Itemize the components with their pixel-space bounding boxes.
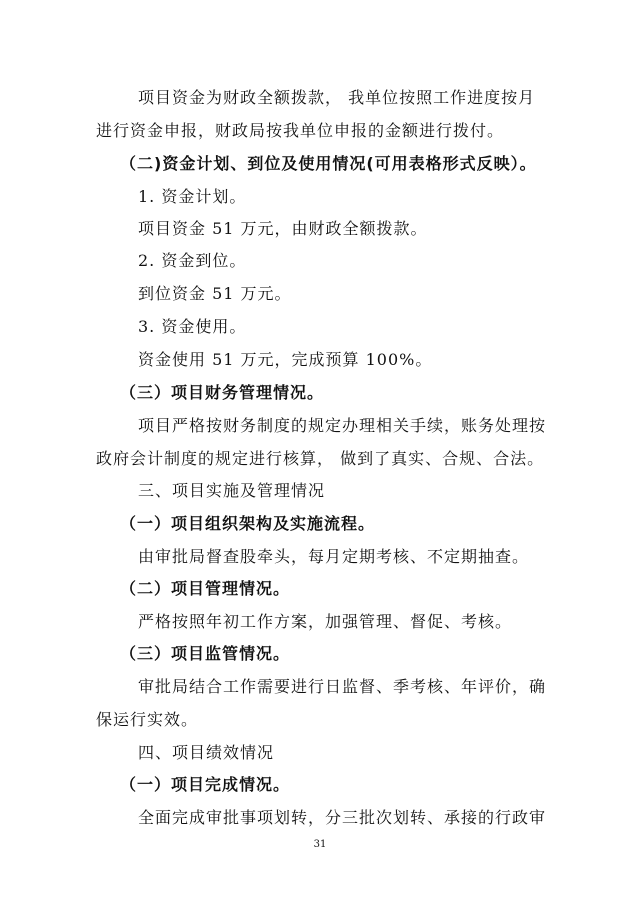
chapter-heading: 三、项目实施及管理情况 — [138, 481, 326, 500]
paragraph-line: 项目资金 51 万元，由财政全额拨款。 — [138, 219, 428, 238]
list-item-heading: 3. 资金使用。 — [138, 317, 247, 336]
paragraph-line: 政府会计制度的规定进行核算， 做到了真实、合规、合法。 — [96, 449, 545, 468]
paragraph-line: 由审批局督查股牵头，每月定期考核、不定期抽查。 — [138, 547, 530, 566]
list-item-heading: 2. 资金到位。 — [138, 251, 247, 270]
paragraph-line: 资金使用 51 万元，完成预算 100%。 — [138, 350, 433, 369]
paragraph-line: 严格按照年初工作方案，加强管理、督促、考核。 — [138, 612, 513, 631]
section-heading: （三）项目监管情况。 — [120, 644, 291, 663]
section-heading: （二)资金计划、到位及使用情况(可用表格形式反映）。 — [120, 154, 537, 173]
section-heading: （一）项目组织架构及实施流程。 — [120, 514, 376, 533]
paragraph-line: 进行资金申报，财政局按我单位申报的金额进行拨付。 — [96, 121, 505, 140]
paragraph-line: 项目严格按财务制度的规定办理相关手续，账务处理按 — [138, 416, 547, 435]
paragraph-line: 全面完成审批事项划转，分三批次划转、承接的行政审 — [138, 808, 547, 827]
paragraph-line: 保运行实效。 — [96, 710, 199, 729]
paragraph-line: 审批局结合工作需要进行日监督、季考核、年评价，确 — [138, 677, 547, 696]
paragraph-line: 项目资金为财政全额拨款， 我单位按照工作进度按月 — [138, 88, 536, 107]
paragraph-line: 到位资金 51 万元。 — [138, 284, 292, 303]
section-heading: （二）项目管理情况。 — [120, 579, 291, 598]
chapter-heading: 四、项目绩效情况 — [138, 743, 275, 762]
section-heading: （一）项目完成情况。 — [120, 775, 291, 794]
page-number: 31 — [313, 839, 327, 850]
list-item-heading: 1. 资金计划。 — [138, 187, 247, 206]
section-heading: （三）项目财务管理情况。 — [120, 383, 325, 402]
